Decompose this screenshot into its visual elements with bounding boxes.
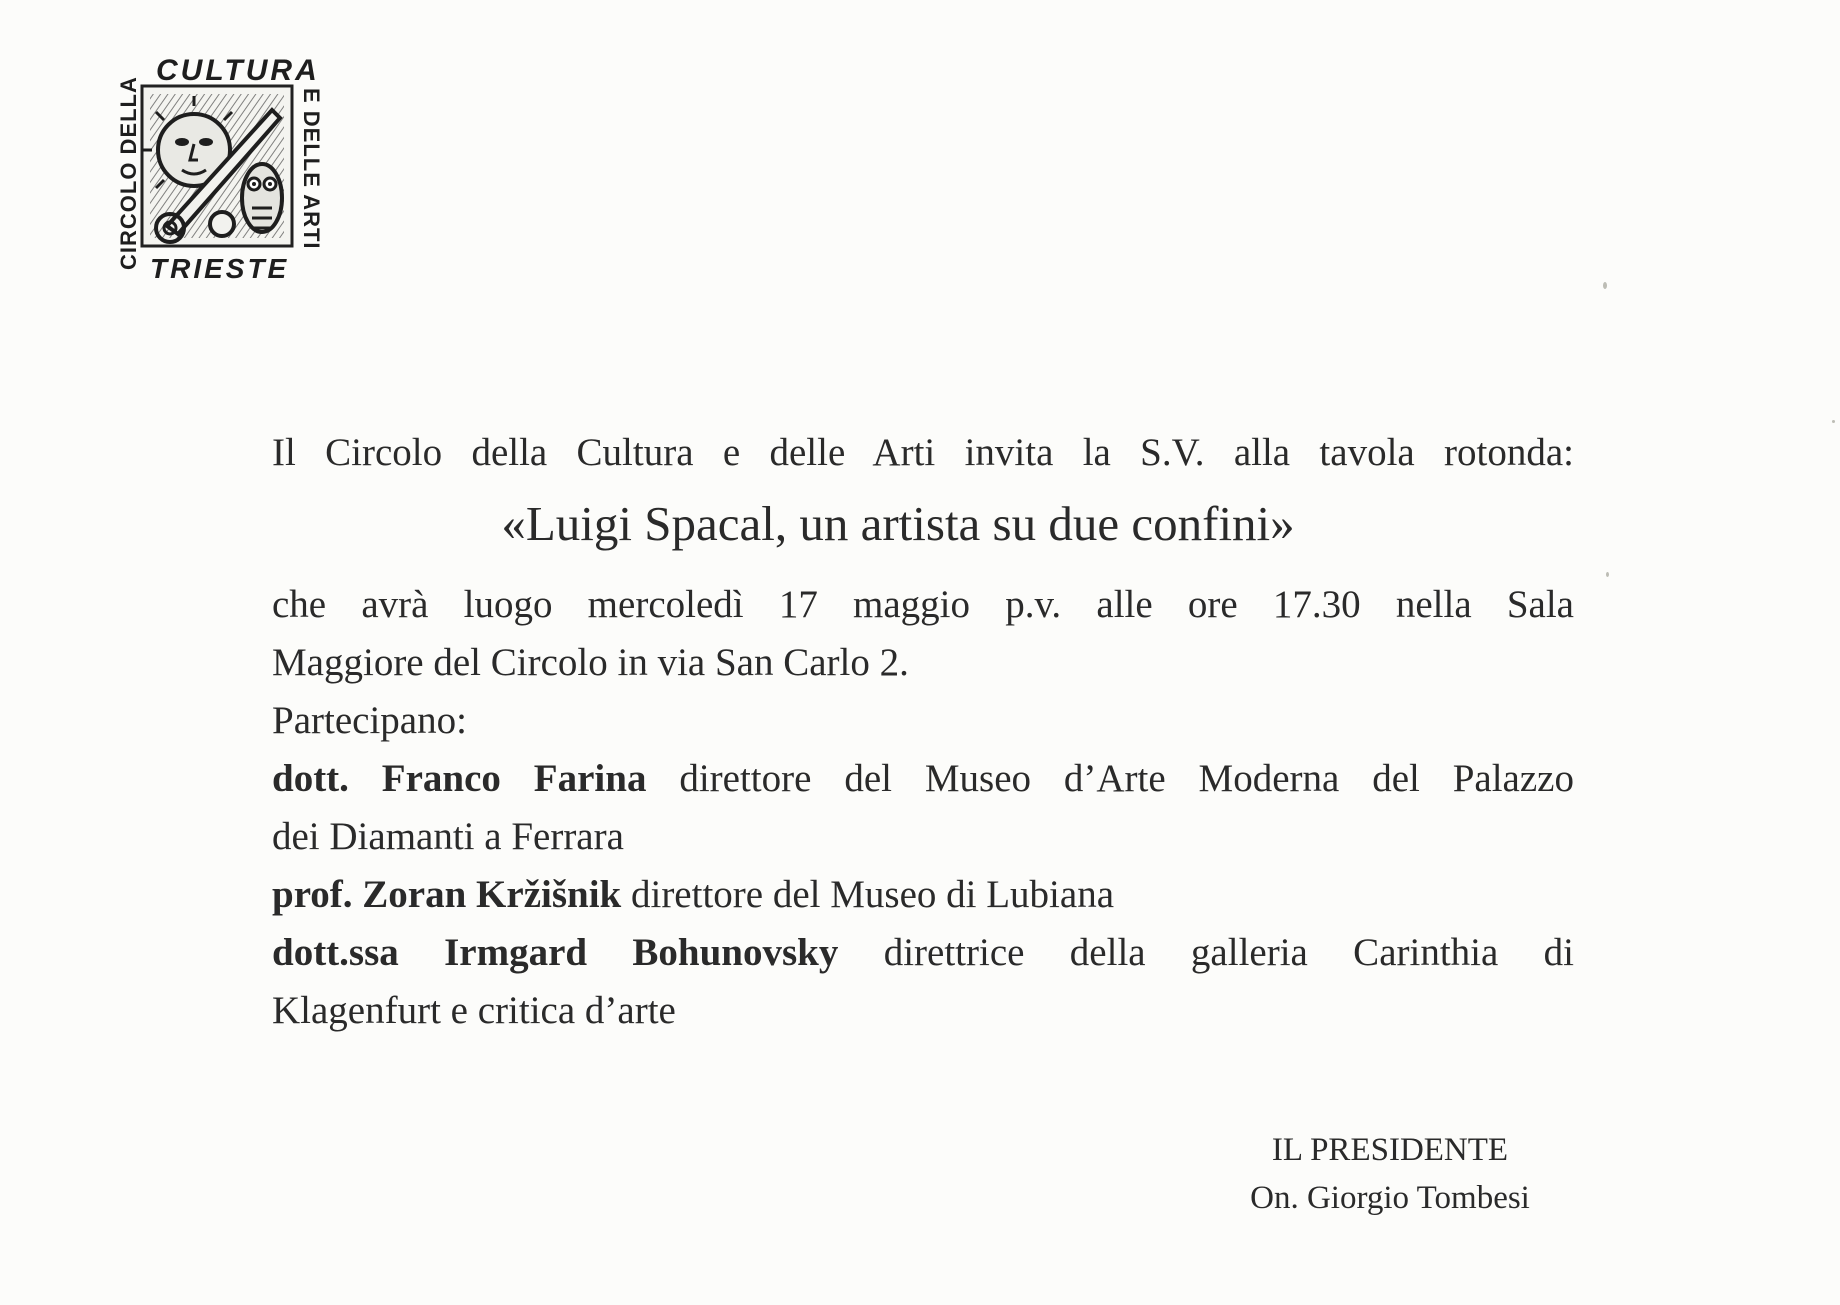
event-details-line-2: Maggiore del Circolo in via San Carlo 2.: [272, 641, 909, 684]
paper-speck: [1606, 572, 1609, 577]
paper-speck: [1832, 420, 1835, 423]
logo-text-left: CIRCOLO DELLA: [116, 76, 141, 270]
logo-text-right: E DELLE ARTI: [299, 88, 324, 250]
participant-2-role: direttore del Museo di Lubiana: [621, 873, 1115, 916]
logo-text-bottom: TRIESTE: [150, 253, 290, 284]
paper-speck: [1603, 282, 1607, 289]
participant-1-line-2: dei Diamanti a Ferrara: [272, 815, 624, 858]
participants-label: Partecipano:: [272, 699, 467, 742]
invitation-body: [272, 424, 1574, 1040]
participant-3-line-2: Klagenfurt e critica d’arte: [272, 989, 676, 1032]
participant-1-name: dott. Franco Farina: [272, 757, 647, 800]
logo-text-top: CULTURA: [156, 58, 320, 87]
signature-title: IL PRESIDENTE: [1271, 1132, 1509, 1168]
participant-3-line-1: [272, 924, 1574, 982]
participant-2-line: [272, 866, 1574, 924]
participant-1-role: direttore del Museo d’Arte Moderna del Palazzo: [646, 757, 1574, 800]
signature-block: [1180, 1126, 1600, 1222]
participant-2-name: prof. Zoran Kržišnik: [272, 873, 622, 916]
event-title: «Luigi Spacal, un artista su due confini»: [501, 496, 1295, 551]
circolo-logo: [112, 58, 330, 284]
participant-1-line-1: [272, 750, 1574, 808]
circolo-logo-emblem: [112, 58, 330, 284]
participant-3-name: dott.ssa Irmgard Bohunovsky: [272, 931, 839, 974]
participant-3-role: direttrice della galleria Carinthia di: [838, 931, 1574, 974]
signature-name: On. Giorgio Tombesi: [1250, 1180, 1530, 1216]
event-details-line-1: che avrà luogo mercoledì 17 maggio p.v. alle ore 17.30 nella Sala: [272, 583, 1574, 626]
invitation-intro: Il Circolo della Cultura e delle Arti invita la S.V. alla tavola rotonda:: [272, 431, 1574, 474]
